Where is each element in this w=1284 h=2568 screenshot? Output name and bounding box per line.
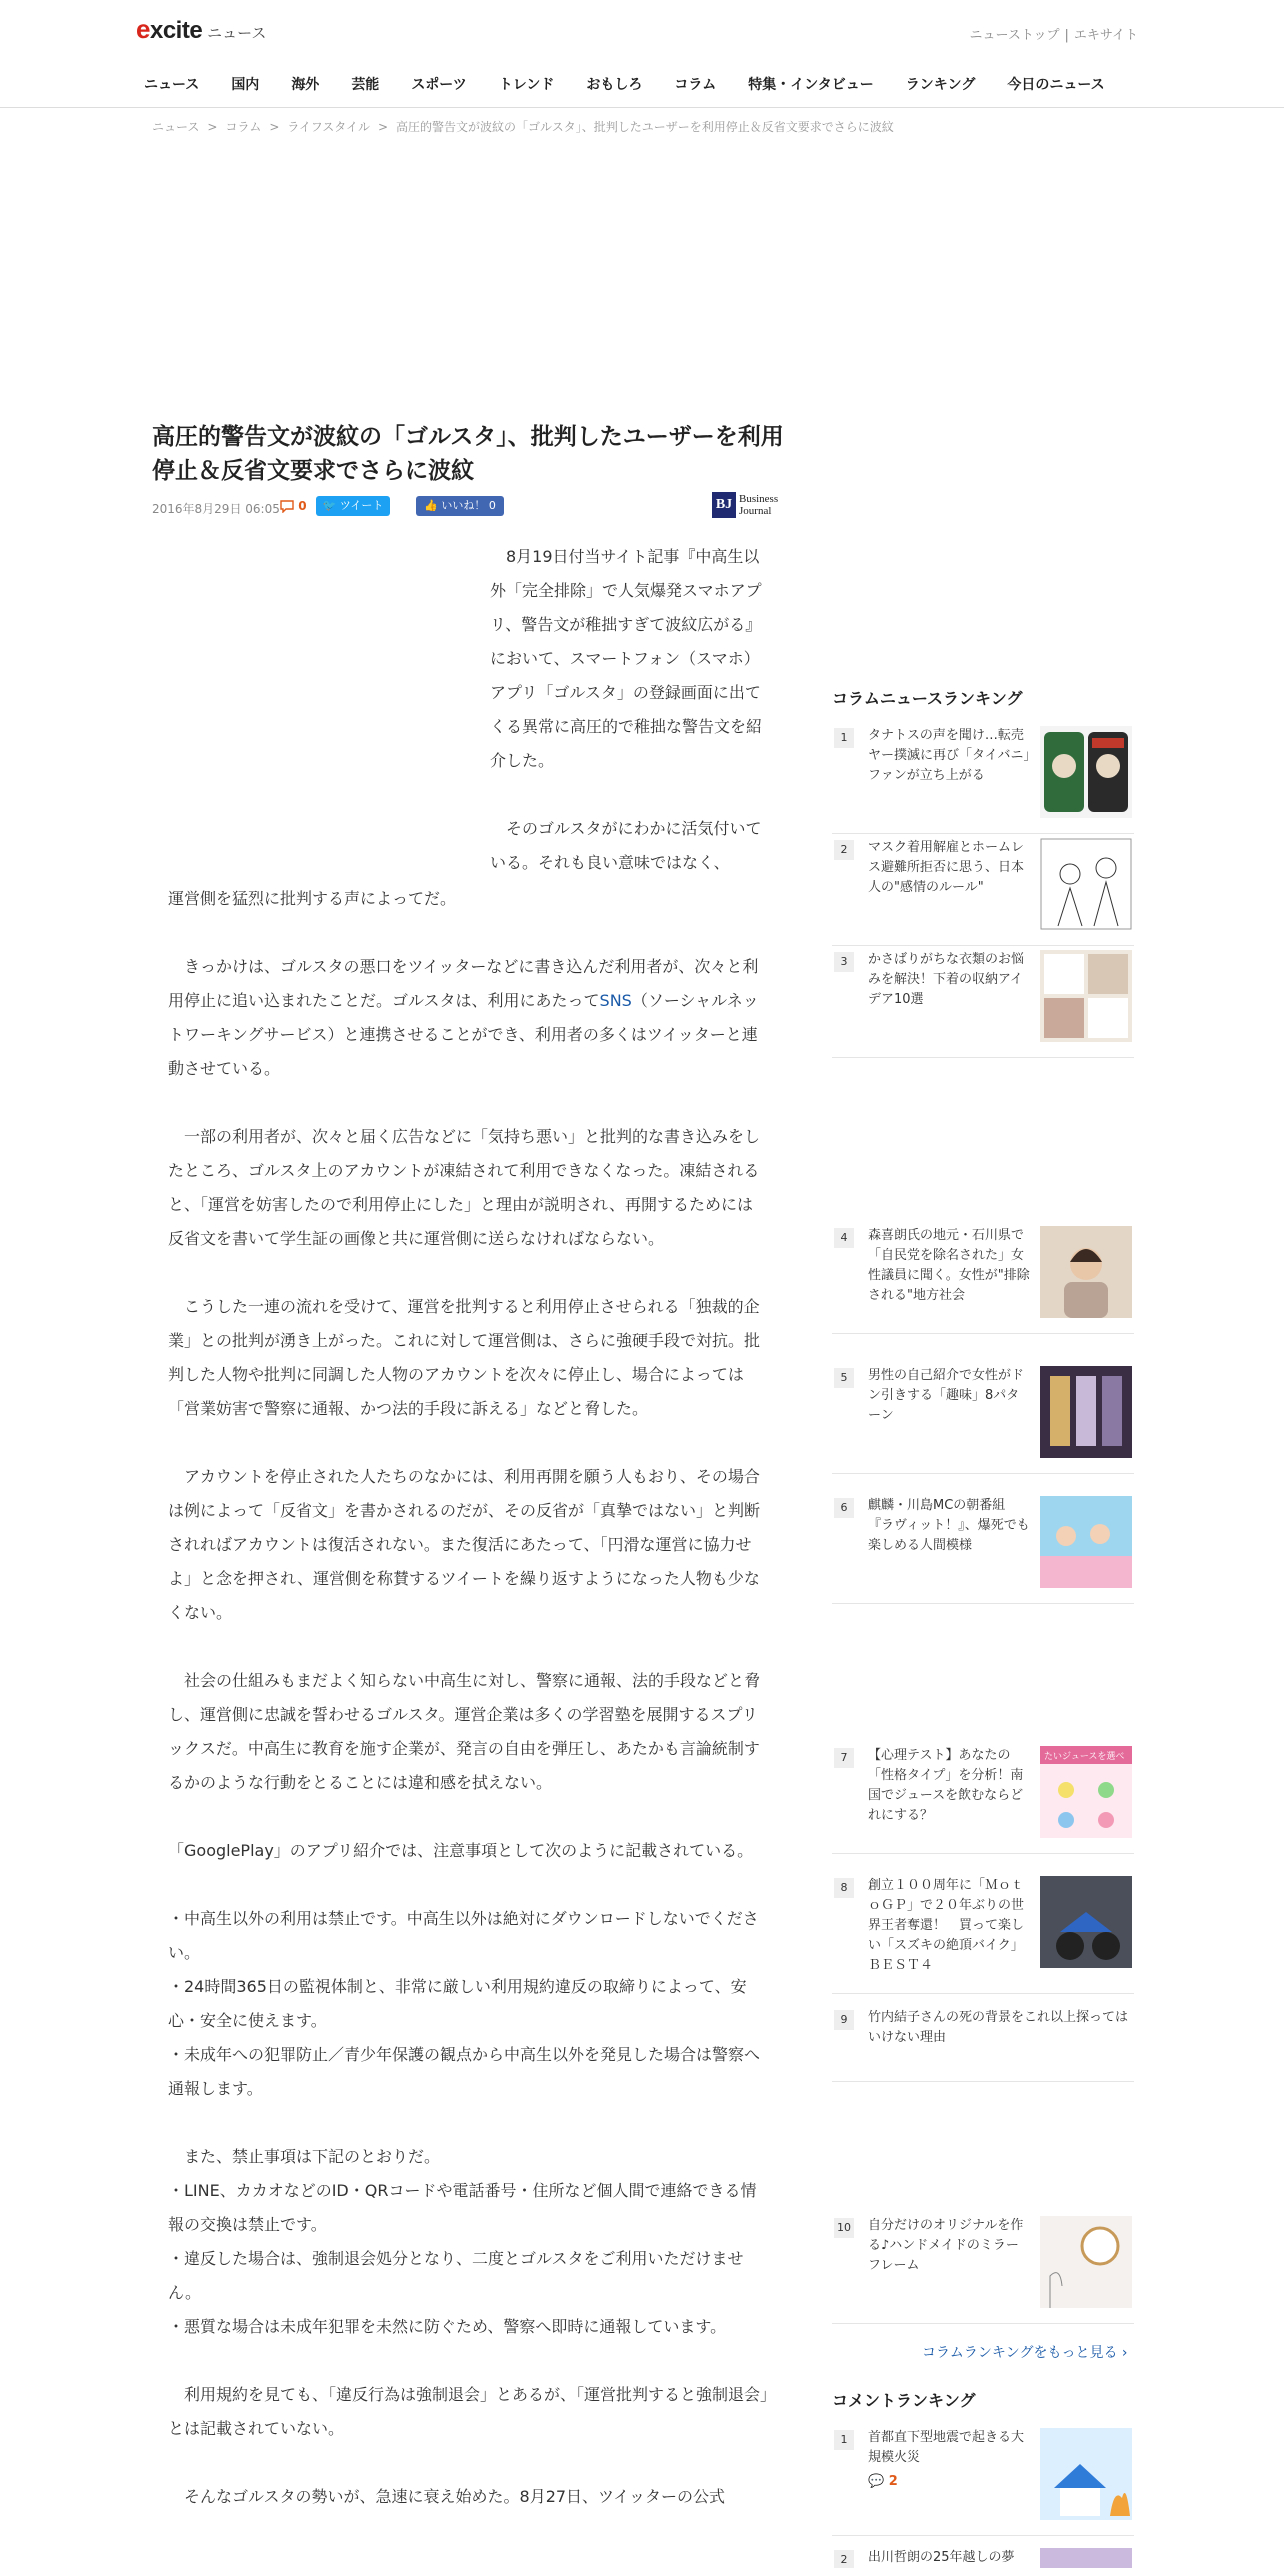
rank-title: 創立１００周年に「ＭｏｔｏＧＰ」で２０年ぶりの世界王者奪還！ 買って楽しい「スズキの絶頂バイク」ＢＥＳＴ４	[868, 1878, 1025, 1973]
article-paragraph: そんなゴルスタの勢いが、急速に衰え始めた。8月27日、ツイッターの公式	[184, 2487, 725, 2506]
tweet-label: ツイート	[339, 499, 384, 512]
rank-thumbnail	[1040, 950, 1132, 1042]
rank-number: 4	[834, 1228, 854, 1248]
nav-news[interactable]: ニュース	[144, 77, 200, 93]
rank-number: 8	[834, 1878, 854, 1898]
rank-title: 森喜朗氏の地元・石川県で「自民党を除名された」女性議員に聞く。女性が"排除される"地方社会	[868, 1228, 1030, 1303]
motorcycle-image	[1040, 1876, 1132, 1968]
ranking-item[interactable]	[832, 1876, 1134, 1994]
list-item: ・中高生以外の利用は禁止です。中高生以外は絶対にダウンロードしないでください。	[168, 1909, 759, 1962]
rank-title: 出川哲朗の25年越しの夢	[868, 2550, 1015, 2565]
rank-title: 男性の自己紹介で女性がドン引きする「趣味」8パターン	[868, 1368, 1025, 1423]
thumbs-up-icon: 👍	[424, 499, 438, 512]
site-header	[0, 0, 1284, 62]
list-item: ・違反した場合は、強制退会処分となり、二度とゴルスタをご利用いただけません。	[168, 2249, 744, 2302]
bj-mark: BJ	[712, 492, 736, 518]
comment-count: 2	[888, 2474, 898, 2489]
more-column-ranking-link[interactable]	[922, 2342, 1128, 2362]
main-nav	[0, 66, 1284, 108]
article-paragraph: きっかけは、ゴルスタの悪口をツイッターなどに書き込んだ利用者が、次々と利用停止に追い込まれたことだ。ゴルスタは、利用にあたってSNS（ソーシャルネットワーキングサービス）と連携させることができ、利用者の多くはツイッターと連動させている。	[168, 957, 759, 1078]
column-ranking-title: コラムニュースランキング	[832, 689, 1023, 708]
rank-number: 2	[834, 2550, 854, 2568]
article-body	[168, 882, 768, 2548]
list-item: ・24時間365日の監視体制と、非常に厳しい利用規約違反の取締りによって、安心・安全に使えます。	[168, 1977, 747, 2030]
ranking-item[interactable]	[832, 1366, 1134, 1474]
article-paragraph: 「GooglePlay」のアプリ紹介では、注意事項として次のように記載されている。	[168, 1841, 754, 1860]
rank-number: 9	[834, 2010, 854, 2030]
rank-thumbnail	[1040, 1876, 1132, 1968]
rank-number: 6	[834, 1498, 854, 1518]
woman-portrait-image	[1040, 1226, 1132, 1318]
breadcrumb-current: 高圧的警告文が波紋の「ゴルスタ」、批判したユーザーを利用停止＆反省文要求でさらに波紋	[396, 120, 894, 134]
nav-domestic[interactable]: 国内	[231, 77, 260, 93]
breadcrumb-lifestyle[interactable]: ライフスタイル	[287, 120, 370, 134]
ranking-item[interactable]	[832, 1746, 1134, 1854]
list-intro: また、禁止事項は下記のとおりだ。	[184, 2147, 441, 2166]
breadcrumb-column[interactable]: コラム	[225, 120, 262, 134]
breadcrumb-news[interactable]: ニュース	[152, 120, 200, 134]
rank-thumbnail	[1040, 838, 1132, 930]
juice-quiz-image	[1040, 1746, 1132, 1838]
article-paragraph: こうした一連の流れを受けて、運営を批判すると利用停止させられる「独裁的企業」との批判が湧き上がった。これに対して運営側は、さらに強硬手段で対抗。批判した人物や批判に同調した人物のアカウントを次々に停止し、場合によっては「営業妨害で警察に通報、かつ法的手段に訴える」などと脅した。	[168, 1297, 761, 1418]
article-list	[168, 1902, 768, 2106]
mirror-frame-image	[1040, 2216, 1132, 2308]
ranking-item[interactable]	[832, 950, 1134, 1058]
article-paragraph: 8月19日付当サイト記事『中高生以外「完全排除」で人気爆発スマホアプリ、警告文が稚拙すぎて波紋広がる』において、スマートフォン（スマホ）アプリ「ゴルスタ」の登録画面に出てくる異常に高圧的で稚拙な警告文を紹介した。	[490, 547, 763, 770]
more-label: コラムランキングをもっと見る	[922, 2345, 1118, 2361]
rank-number: 10	[834, 2218, 854, 2238]
rank-title: 【心理テスト】あなたの「性格タイプ」を分析！南国でジュースを飲むならどれにする？	[868, 1748, 1024, 1823]
article-date: 2016年8月29日 06:05	[152, 502, 280, 516]
comment-count-link[interactable]	[280, 499, 307, 513]
article-lead	[490, 540, 770, 880]
sidebar	[832, 686, 1134, 2568]
sns-link[interactable]: SNS	[599, 991, 632, 1010]
rank-thumbnail	[1040, 1746, 1132, 1838]
list-item: ・未成年への犯罪防止／青少年保護の観点から中高生以外を発見した場合は警察へ通報します。	[168, 2045, 761, 2098]
nav-features[interactable]: 特集・インタビュー	[748, 77, 874, 93]
rank-thumbnail	[1040, 2548, 1132, 2568]
article-title: 高圧的警告文が波紋の「ゴルスタ」、批判したユーザーを利用停止＆反省文要求でさらに波紋	[152, 424, 784, 484]
ranking-item[interactable]	[832, 726, 1134, 834]
ranking-item[interactable]	[832, 1226, 1134, 1334]
list-item: ・LINE、カカオなどのID・QRコードや電話番号・住所など個人間で連絡できる情報の交換は禁止です。	[168, 2181, 757, 2234]
rank-title-block	[868, 2428, 1030, 2492]
pachinko-image	[1040, 1366, 1132, 1458]
rank-thumbnail	[1040, 2428, 1132, 2520]
tweet-button[interactable]	[316, 496, 390, 516]
rank-number: 5	[834, 1368, 854, 1388]
breadcrumb: ニュース > コラム > ライフスタイル > 高圧的警告文が波紋の「ゴルスタ」、批判したユーザーを利用停止＆反省文要求でさらに波紋	[152, 120, 894, 134]
bj-line1: Business	[739, 493, 779, 505]
article-paragraph: 社会の仕組みもまだよく知らない中高生に対し、警察に通報、法的手段などと脅し、運営側に忠誠を誓わせるゴルスタ。運営企業は多くの学習塾を展開するスプリックスだ。中高生に教育を施す企業が、発言の自由を弾圧し、あたかも言論統制するかのような行動をとることには違和感を拭えない。	[168, 1671, 761, 1792]
article-header	[152, 420, 792, 526]
nav-ranking[interactable]: ランキング	[905, 77, 976, 93]
rank-title: かさばりがちな衣類のお悩みを解決！下着の収納アイデア10選	[868, 952, 1025, 1007]
nav-overseas[interactable]: 海外	[291, 77, 320, 93]
fire-house-image	[1040, 2428, 1132, 2520]
article-paragraph: 一部の利用者が、次々と届く広告などに「気持ち悪い」と批判的な書き込みをしたところ、ゴルスタ上のアカウントが凍結されて利用できなくなった。凍結されると、「運営を妨害したので利用停止にした」と理由が説明され、再開するためには反省文を書いて学生証の画像と共に運営側に送らなければならない。	[168, 1127, 761, 1248]
article-meta	[152, 493, 792, 526]
rank-thumbnail	[1040, 1226, 1132, 1318]
rank-title: タナトスの声を聞け…転売ヤー撲滅に再び「タイバニ」ファンが立ち上がる	[868, 728, 1030, 783]
list-item: ・悪質な場合は未成年犯罪を未然に防ぐため、警察へ即時に通報しています。	[168, 2317, 727, 2336]
comment-icon	[280, 500, 294, 513]
news-top-link[interactable]: ニューストップ	[969, 28, 1060, 43]
article-list	[168, 2140, 768, 2344]
tv-show-image	[1040, 1496, 1132, 1588]
nav-entertainment[interactable]: 芸能	[351, 77, 380, 93]
nav-funny[interactable]: おもしろ	[586, 77, 643, 93]
nav-today[interactable]: 今日のニュース	[1007, 77, 1105, 93]
rank-title: 竹内結子さんの死の背景をこれ以上探ってはいけない理由	[868, 2010, 1129, 2045]
juice-caption: たいジュースを選べ	[1044, 1752, 1125, 1762]
logo-sub: ニュース	[207, 24, 267, 42]
nav-column[interactable]: コラム	[674, 77, 717, 93]
rank-title: 麒麟・川島MCの朝番組『ラヴィット！』、爆死でも楽しめる人間模様	[868, 1498, 1030, 1553]
like-label: いいね！ 0	[441, 499, 496, 512]
ranking-item[interactable]	[832, 2216, 1134, 2324]
article-paragraph: 運営側を猛烈に批判する声によってだ。	[168, 889, 457, 908]
nav-trend[interactable]: トレンド	[498, 77, 555, 93]
ranking-item[interactable]	[832, 1496, 1134, 1604]
business-journal-logo[interactable]	[712, 492, 778, 518]
rank-thumbnail	[1040, 1496, 1132, 1588]
comment-ranking-item[interactable]	[832, 2548, 1134, 2568]
bj-line2: Journal	[739, 505, 772, 517]
comment-ranking-item[interactable]	[832, 2428, 1134, 2536]
comment-ranking-title: コメントランキング	[832, 2391, 976, 2410]
ranking-item[interactable]	[832, 838, 1134, 946]
nav-sports[interactable]: スポーツ	[411, 77, 467, 93]
excite-link[interactable]: エキサイト	[1073, 28, 1138, 43]
rank-number: 1	[834, 2430, 854, 2450]
comment-icon: 💬	[868, 2474, 885, 2489]
logo-mark: excite	[136, 14, 203, 44]
twitter-bird-icon: 🐦	[322, 499, 337, 512]
excite-logo[interactable]	[136, 14, 266, 45]
rank-number: 3	[834, 952, 854, 972]
cartoon-image	[1040, 838, 1132, 930]
top-links: ニューストップ | エキサイト	[969, 28, 1138, 43]
article-paragraph: そのゴルスタがにわかに活気付いている。それも良い意味ではなく、	[490, 819, 762, 872]
clothes-storage-image	[1040, 950, 1132, 1042]
rank-title: 自分だけのオリジナルを作る♪ハンドメイドのミラーフレーム	[868, 2218, 1024, 2273]
chevron-right-icon: ›	[1121, 2345, 1128, 2361]
facebook-like-button[interactable]	[416, 496, 504, 516]
ranking-item[interactable]	[832, 2008, 1134, 2082]
rank-title: 首都直下型地震で起きる大規模火災	[868, 2430, 1025, 2465]
rank-thumbnail	[1040, 2216, 1132, 2308]
rank-number: 2	[834, 840, 854, 860]
anime-cans-image	[1040, 726, 1132, 818]
rank-thumbnail	[1040, 726, 1132, 818]
article-paragraph: アカウントを停止された人たちのなかには、利用再開を願う人もおり、その場合は例によって「反省文」を書かされるのだが、その反省が「真摯ではない」と判断されればアカウントは復活されない。また復活にあたって、「円滑な運営に協力せよ」と念を押され、運営側を称賛するツイートを繰り返すようになった人物も少なくない。	[168, 1467, 761, 1622]
comment-count: 0	[298, 499, 307, 513]
rank-thumbnail	[1040, 1366, 1132, 1458]
rank-title: マスク着用解雇とホームレス避難所拒否に思う、日本人の"感情のルール"	[868, 840, 1025, 895]
rank-number: 7	[834, 1748, 854, 1768]
article-paragraph: 利用規約を見ても、「違反行為は強制退会」とあるが、「運営批判すると強制退会」とは記載されていない。	[168, 2385, 769, 2438]
rank-number: 1	[834, 728, 854, 748]
